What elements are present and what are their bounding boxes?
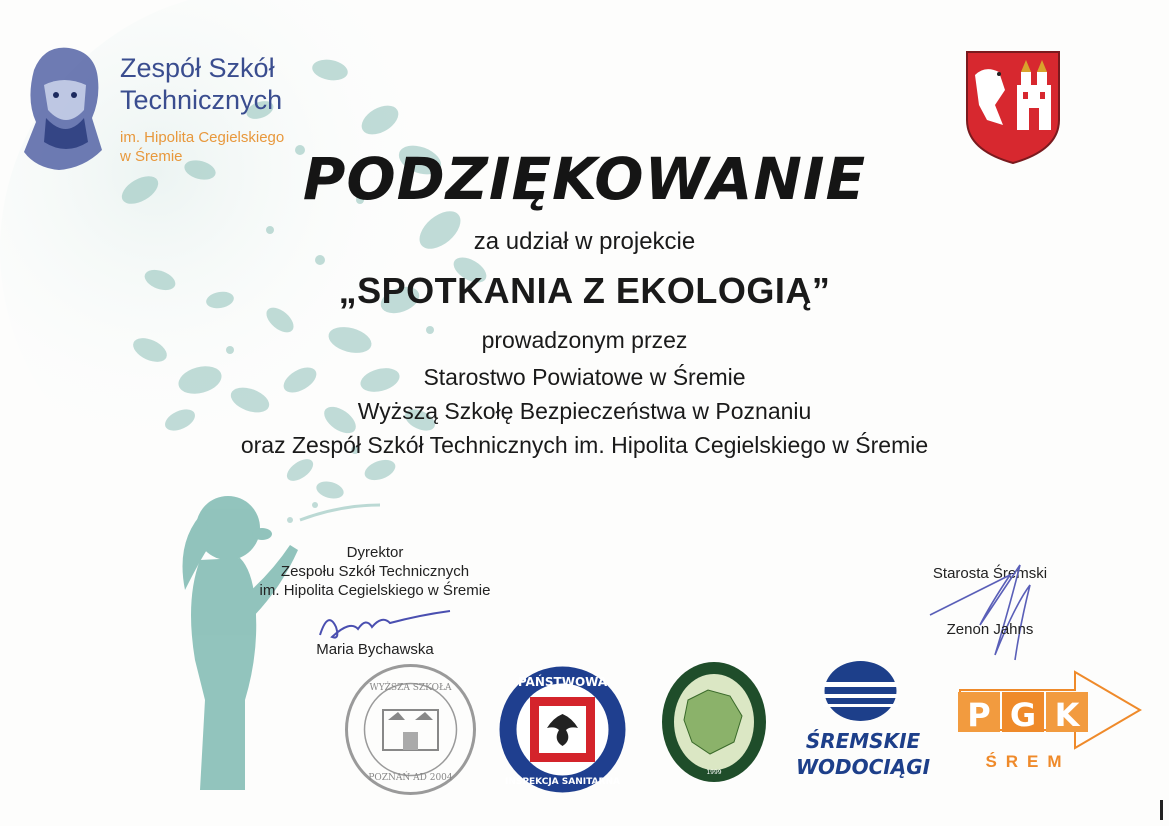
pis-logo (495, 662, 630, 797)
svg-text:POZNAŃ AD 2004: POZNAŃ AD 2004 (368, 773, 453, 783)
school-sub-line2: w Śremie (120, 148, 183, 165)
project-name: „SPOTKANIA Z EKOLOGIĄ” (338, 270, 831, 311)
wsb-seal-logo (343, 662, 478, 797)
director-name: Maria Bychawska (316, 641, 434, 658)
parks-logo (660, 660, 768, 785)
pgk-letter-k: K (1054, 696, 1080, 734)
pis-top-text: PAŃSTWOWA (517, 675, 608, 689)
certificate-title: PODZIĘKOWANIE (302, 145, 867, 213)
school-name-line1: Zespół Szkół (120, 53, 275, 83)
wodociagi-line2: WODOCIĄGI (795, 755, 931, 779)
starosta-role: Starosta Śremski (932, 565, 1048, 582)
school-name (120, 52, 282, 116)
certificate-line1: za udział w projekcie (473, 228, 696, 255)
girl-blowing-leaves-icon (183, 496, 299, 790)
certificate-line6: oraz Zespół Szkół Technicznych im. Hipolita Cegielskiego w Śremie (240, 432, 929, 458)
director-signature (310, 605, 460, 645)
pis-bottom-text: INSPEKCJA SANITARNA (505, 777, 620, 787)
certificate-line4: Starostwo Powiatowe w Śremie (423, 364, 746, 390)
wodociagi-text (783, 728, 943, 780)
certificate-line5: Wyższą Szkołę Bezpieczeństwa w Poznaniu (357, 398, 812, 424)
starosta-signature (920, 545, 1050, 670)
director-role-line3: im. Hipolita Cegielskiego w Śremie (259, 582, 491, 599)
director-role-line1: Dyrektor (346, 544, 404, 561)
director-signature-block (230, 543, 520, 600)
pgk-logo (950, 668, 1145, 752)
school-sub-line1: im. Hipolita Cegielskiego (120, 129, 285, 146)
edge-mark (1160, 800, 1163, 820)
parks-year: 1999 (706, 769, 722, 776)
pgk-letter-g: G (1009, 696, 1037, 734)
wodociagi-logo-icon (823, 660, 898, 722)
pgk-letter-p: P (967, 696, 991, 734)
pgk-subtitle: ŚREM (985, 752, 1071, 771)
school-name-line2: Technicznych (120, 85, 283, 115)
certificate-line3: prowadzonym przez (481, 327, 688, 353)
starosta-name: Zenon Jahns (946, 621, 1034, 638)
wsb-seal-text: WYŻSZA SZKOŁA (369, 683, 452, 693)
director-role-line2: Zespołu Szkół Technicznych (280, 563, 470, 580)
wodociagi-line1: ŚREMSKIE (805, 729, 921, 753)
